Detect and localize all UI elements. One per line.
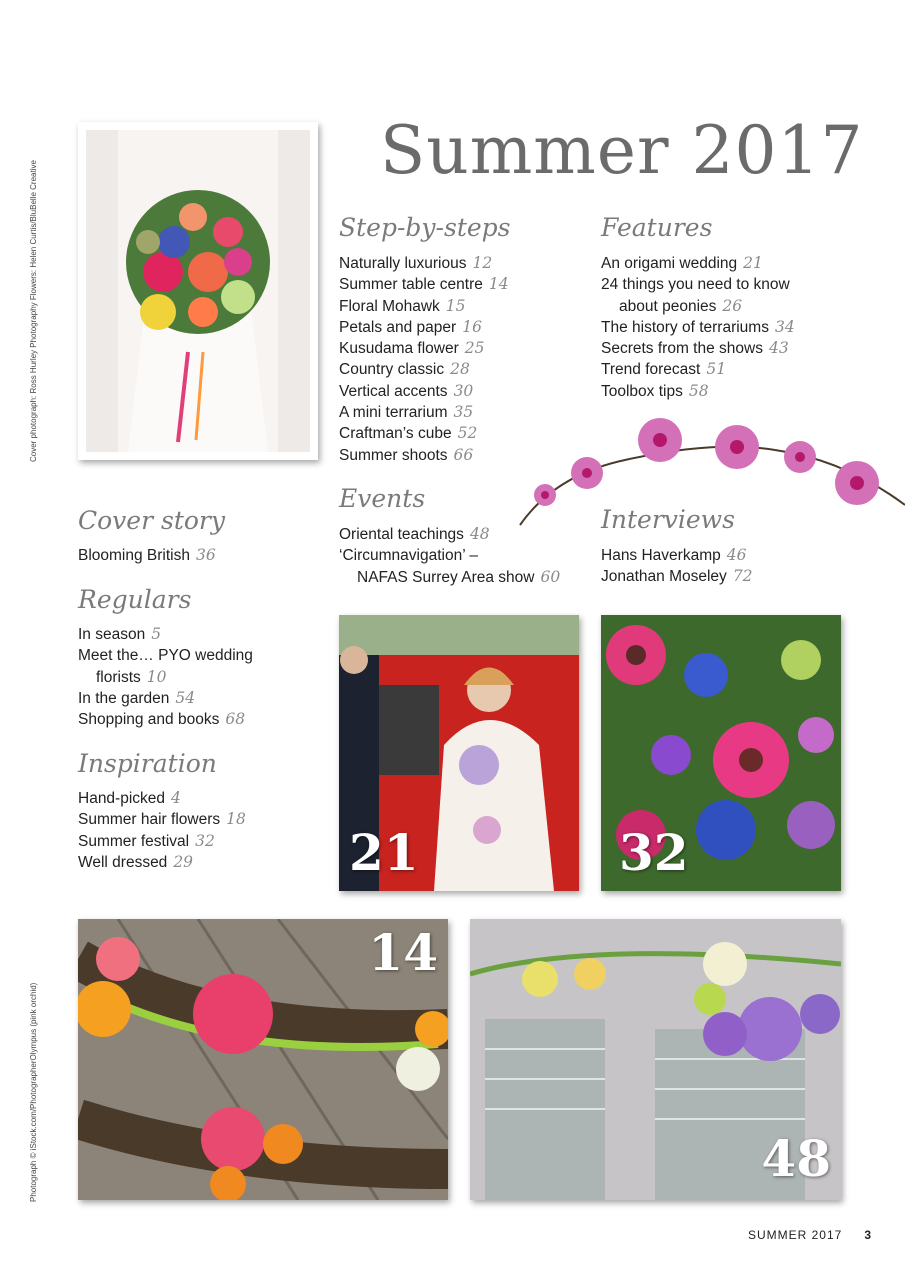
- list-item[interactable]: A mini terrarium 35: [339, 403, 474, 422]
- page-title: Summer 2017: [380, 112, 864, 189]
- list-item[interactable]: Summer table centre 14: [339, 275, 509, 294]
- list-item[interactable]: The history of terrariums 34: [601, 317, 795, 336]
- list-item[interactable]: Naturally luxurious 12: [339, 254, 493, 272]
- stepbysteps-heading: Step-by-steps: [339, 213, 511, 242]
- list-item[interactable]: about peonies 26: [619, 296, 743, 315]
- gerbera-photo[interactable]: [601, 615, 841, 891]
- list-item[interactable]: Hand-picked 4: [78, 789, 181, 807]
- features-list: [601, 253, 795, 402]
- events-list: [339, 524, 560, 588]
- stepbysteps-list: [339, 253, 509, 466]
- list-item[interactable]: Blooming British 36: [78, 546, 216, 564]
- list-item[interactable]: Vertical accents 30: [339, 381, 474, 400]
- cover-story-list: [78, 545, 216, 566]
- list-item[interactable]: Well dressed 29: [78, 852, 194, 871]
- list-item[interactable]: Toolbox tips 58: [601, 381, 709, 400]
- cover-bouquet-photo: [78, 122, 318, 460]
- list-item[interactable]: NAFAS Surrey Area show 60: [357, 567, 561, 586]
- list-item[interactable]: Hans Haverkamp 46: [601, 546, 747, 564]
- list-item[interactable]: Kusudama flower 25: [339, 339, 485, 358]
- interviews-list: [601, 545, 753, 588]
- cover-photo-credit: Cover photograph: Ross Hurley Photography Flowers: Helen Curtis/BluBelle Creative: [29, 160, 38, 462]
- events-heading: Events: [339, 484, 426, 513]
- vases-photo[interactable]: [470, 919, 841, 1200]
- inspiration-list: [78, 788, 246, 873]
- issue-label: SUMMER 2017: [747, 1228, 843, 1242]
- list-item[interactable]: Trend forecast 51: [601, 360, 727, 379]
- list-item[interactable]: Petals and paper 16: [339, 317, 482, 336]
- list-item[interactable]: Summer hair flowers 18: [78, 810, 246, 829]
- list-item[interactable]: An origami wedding 21: [601, 254, 763, 272]
- list-item[interactable]: Secrets from the shows 43: [601, 339, 789, 358]
- list-item[interactable]: 24 things you need to know: [601, 276, 790, 294]
- list-item[interactable]: Floral Mohawk 15: [339, 296, 466, 315]
- list-item[interactable]: Craftman’s cube 52: [339, 424, 478, 443]
- orchid-photo-credit: Photograph © iStock.com/PhotographerOlympus (pink orchid): [29, 982, 38, 1202]
- list-item[interactable]: Oriental teachings 48: [339, 525, 490, 543]
- list-item[interactable]: Shopping and books 68: [78, 710, 246, 729]
- inspiration-heading: Inspiration: [78, 749, 217, 778]
- list-item[interactable]: Country classic 28: [339, 360, 470, 379]
- wreath-photo[interactable]: [78, 919, 448, 1200]
- interviews-heading: Interviews: [601, 505, 735, 534]
- regulars-list: [78, 624, 253, 730]
- page-footer: [748, 1228, 872, 1242]
- features-heading: Features: [601, 213, 713, 242]
- list-item[interactable]: ‘Circumnavigation’ –: [339, 547, 478, 565]
- list-item[interactable]: Jonathan Moseley 72: [601, 567, 753, 586]
- wedding-car-photo[interactable]: [339, 615, 579, 891]
- list-item[interactable]: florists 10: [96, 667, 167, 686]
- list-item[interactable]: Summer festival 32: [78, 831, 215, 850]
- list-item[interactable]: In the garden 54: [78, 688, 196, 707]
- page-number: 3: [864, 1228, 872, 1242]
- photo-page-number: 32: [619, 823, 689, 882]
- photo-page-number: 14: [368, 923, 438, 982]
- photo-page-number: 21: [349, 823, 419, 882]
- regulars-heading: Regulars: [78, 585, 192, 614]
- cover-story-heading: Cover story: [78, 506, 225, 535]
- list-item[interactable]: Meet the… PYO wedding: [78, 647, 253, 665]
- list-item[interactable]: In season 5: [78, 625, 162, 643]
- photo-page-number: 48: [761, 1129, 831, 1188]
- list-item[interactable]: Summer shoots 66: [339, 445, 474, 464]
